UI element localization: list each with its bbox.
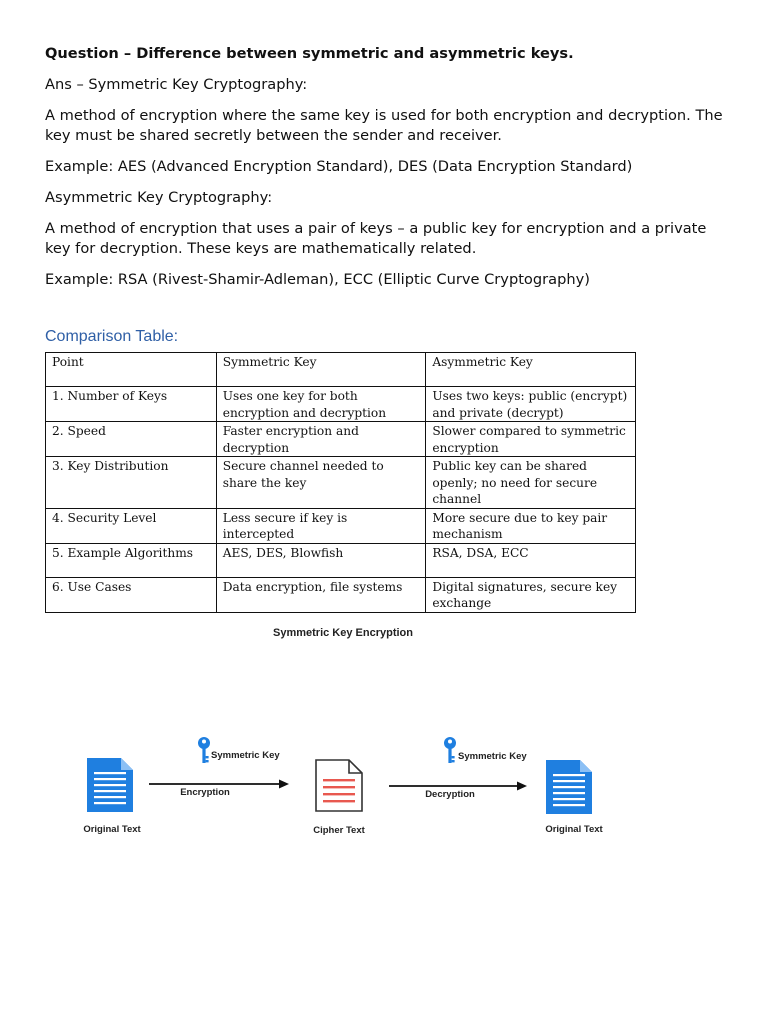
original-text-label: Original Text [83, 824, 141, 835]
symmetric-example: Example: AES (Advanced Encryption Standard), DES (Data Encryption Standard) [45, 158, 633, 175]
decryption-label: Decryption [425, 789, 475, 800]
table-cell: AES, DES, Blowfish [216, 543, 426, 577]
table-row [46, 387, 636, 422]
table-row [46, 457, 636, 509]
question-heading: Question – Difference between symmetric and asymmetric keys. [45, 45, 574, 62]
table-cell: 1. Number of Keys [46, 387, 217, 422]
table-header-row [46, 353, 636, 387]
table-cell: More secure due to key pair mechanism [426, 508, 636, 543]
table-cell: 6. Use Cases [46, 577, 217, 612]
encryption-label: Encryption [180, 787, 230, 798]
asymmetric-example: Example: RSA (Rivest-Shamir-Adleman), ECC (Elliptic Curve Cryptography) [45, 271, 590, 288]
key-label: Symmetric Key [458, 751, 527, 762]
table-cell: Uses one key for both encryption and decryption [216, 387, 426, 422]
asymmetric-definition: A method of encryption that uses a pair of keys – a public key for encryption and a private key for decryption. These keys are mathematically related. [45, 220, 707, 257]
table-cell: RSA, DSA, ECC [426, 543, 636, 577]
document-body [45, 44, 735, 301]
key-icon [198, 737, 210, 763]
table-cell: Secure channel needed to share the key [216, 457, 426, 509]
table-row [46, 508, 636, 543]
table-cell: Digital signatures, secure key exchange [426, 577, 636, 612]
table-header-cell: Asymmetric Key [426, 353, 636, 387]
table-cell: 3. Key Distribution [46, 457, 217, 509]
cipher-text-label: Cipher Text [313, 825, 365, 836]
table-cell: 5. Example Algorithms [46, 543, 217, 577]
table-row [46, 577, 636, 612]
table-cell: Public key can be shared openly; no need for secure channel [426, 457, 636, 509]
key-label: Symmetric Key [211, 750, 280, 761]
table-row [46, 422, 636, 457]
table-header-cell: Symmetric Key [216, 353, 426, 387]
table-row [46, 543, 636, 577]
key-icon [444, 737, 456, 763]
original-document-icon [87, 758, 133, 812]
original-document-icon [546, 760, 592, 814]
original-text-label: Original Text [545, 824, 603, 835]
asymmetric-heading: Asymmetric Key Cryptography: [45, 189, 273, 206]
table-header-cell: Point [46, 353, 217, 387]
table-cell: 2. Speed [46, 422, 217, 457]
table-cell: Faster encryption and decryption [216, 422, 426, 457]
table-cell: Data encryption, file systems [216, 577, 426, 612]
comparison-table [45, 352, 636, 613]
symmetric-encryption-diagram [45, 612, 635, 852]
answer-intro: Ans – Symmetric Key Cryptography: [45, 76, 308, 93]
comparison-table-heading: Comparison Table: [45, 328, 179, 345]
table-cell: Slower compared to symmetric encryption [426, 422, 636, 457]
table-cell: Uses two keys: public (encrypt) and private (decrypt) [426, 387, 636, 422]
symmetric-definition: A method of encryption where the same key is used for both encryption and decryption. The key must be shared secretly between the sender and receiver. [45, 107, 723, 144]
diagram-title: Symmetric Key Encryption [273, 627, 413, 639]
cipher-document-icon [316, 760, 362, 811]
table-cell: Less secure if key is intercepted [216, 508, 426, 543]
table-cell: 4. Security Level [46, 508, 217, 543]
